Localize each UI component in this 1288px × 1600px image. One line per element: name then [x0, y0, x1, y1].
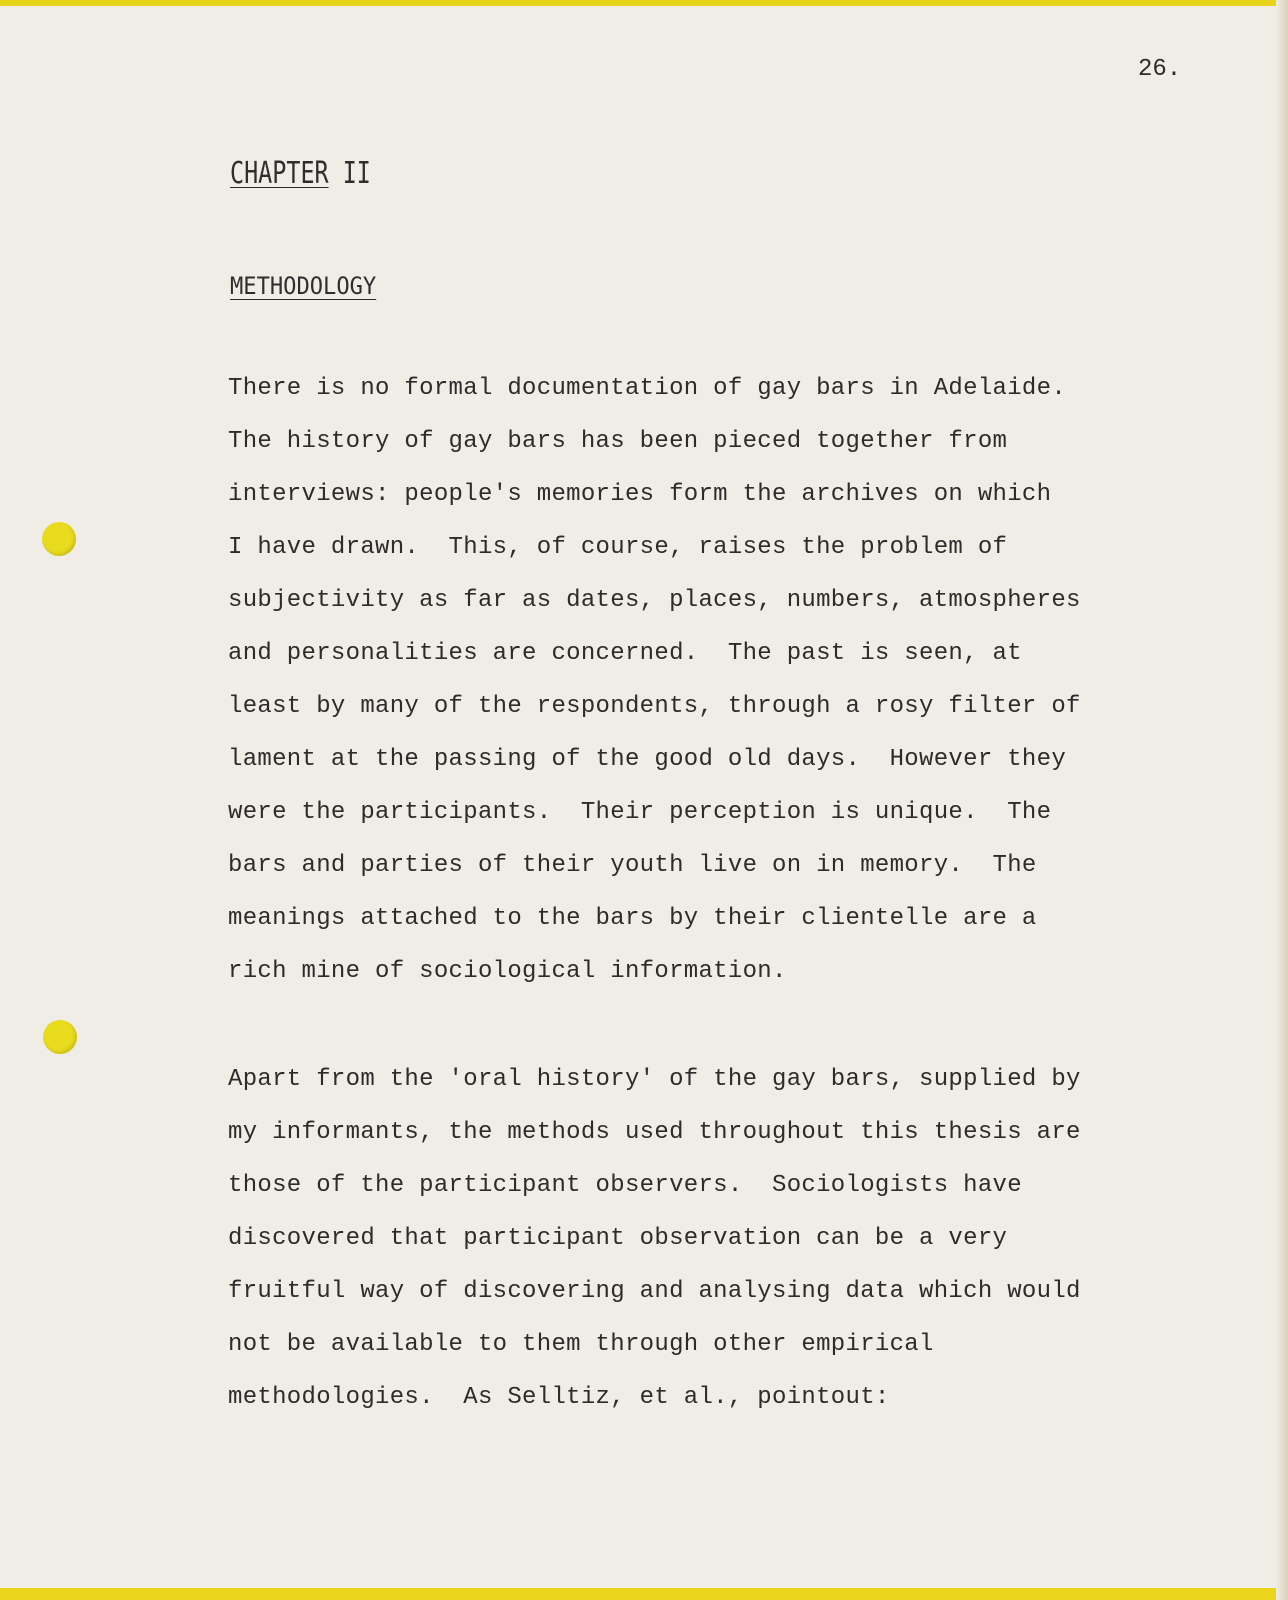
text-line: Apart from the 'oral history' of the gay bars, supplied by	[228, 1066, 1081, 1093]
page-number: 26.	[1138, 56, 1182, 83]
section-title: METHODOLOGY	[230, 272, 377, 300]
paragraph-1	[228, 373, 1188, 1009]
paragraph-2	[228, 1064, 1188, 1435]
text-line: The history of gay bars has been pieced together from	[228, 428, 1008, 455]
text-line: interviews: people's memories form the archives on which	[228, 481, 1052, 508]
text-line: and personalities are concerned. The past is seen, at	[228, 640, 1022, 667]
text-line: bars and parties of their youth live on in memory. The	[228, 852, 1037, 879]
text-line: lament at the passing of the good old days. However they	[228, 746, 1067, 773]
chapter-label: CHAPTER	[230, 156, 329, 191]
text-line: my informants, the methods used throughout this thesis are	[228, 1119, 1081, 1146]
text-line: fruitful way of discovering and analysing data which would	[228, 1278, 1081, 1305]
page-right-edge	[1276, 0, 1288, 1600]
text-line: meanings attached to the bars by their clientelle are a	[228, 905, 1037, 932]
text-line: methodologies. As Selltiz, et al., pointout:	[228, 1384, 890, 1411]
binder-hole-top	[42, 522, 76, 556]
text-line: There is no formal documentation of gay bars in Adelaide.	[228, 375, 1067, 402]
text-line: not be available to them through other empirical	[228, 1331, 934, 1358]
page-bottom-edge	[0, 1588, 1288, 1600]
chapter-numeral: II	[342, 156, 371, 191]
text-line: those of the participant observers. Sociologists have	[228, 1172, 1022, 1199]
text-line: discovered that participant observation can be a very	[228, 1225, 1008, 1252]
text-line: I have drawn. This, of course, raises the problem of	[228, 534, 1008, 561]
text-line: subjectivity as far as dates, places, numbers, atmospheres	[228, 587, 1081, 614]
text-line: rich mine of sociological information.	[228, 958, 787, 985]
binder-hole-bottom	[43, 1020, 77, 1054]
text-line: least by many of the respondents, through a rosy filter of	[228, 693, 1081, 720]
page-top-edge	[0, 0, 1288, 6]
text-line: were the participants. Their perception is unique. The	[228, 799, 1052, 826]
chapter-heading	[230, 156, 371, 191]
